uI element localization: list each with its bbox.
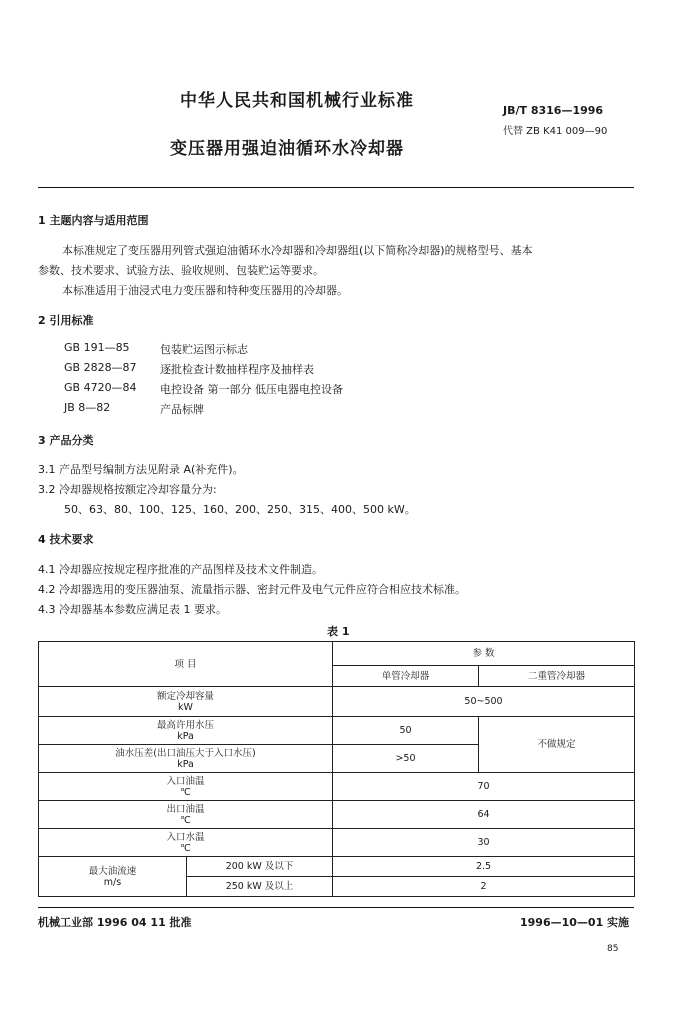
- row-outlet-oil-temp-value: 64: [333, 801, 635, 829]
- row-max-water-pressure-value: 50: [333, 717, 479, 745]
- row-outlet-oil-temp-label: [39, 801, 333, 829]
- label-text: 最大油流速: [88, 865, 137, 877]
- clause-3-1: 3.1 产品型号编制方法见附录 A(补充件)。: [38, 463, 244, 476]
- label-text: 出口油温: [166, 803, 205, 815]
- row-velocity-sub-200: 200 kW 及以下: [187, 857, 333, 877]
- header-parameters: 参 数: [333, 642, 635, 666]
- label-text: 额定冷却容量: [156, 690, 214, 702]
- label-text: 入口水温: [166, 831, 205, 843]
- section-1-paragraph-1b: 参数、技术要求、试验方法、验收规则、包装贮运等要求。: [38, 264, 324, 277]
- table-1-caption: 表 1: [327, 625, 350, 638]
- clause-4-2: 4.2 冷却器选用的变压器油泵、流量指示器、密封元件及电气元件应符合相应技术标准。: [38, 583, 466, 596]
- row-oil-water-pressure-diff-value: >50: [333, 745, 479, 773]
- unit-text: ℃: [180, 842, 191, 854]
- row-oil-water-pressure-diff-label: [39, 745, 333, 773]
- section-1-paragraph-1a: 本标准规定了变压器用列管式强迫油循环水冷却器和冷却器组(以下简称冷却器)的规格型号、基本: [62, 244, 533, 257]
- section-2-heading: 2 引用标准: [38, 314, 94, 327]
- row-max-oil-velocity-label: [39, 857, 187, 897]
- row-velocity-value-200: 2.5: [333, 857, 635, 877]
- label-text: 入口油温: [166, 775, 205, 787]
- cooler-sizes: 50、63、80、100、125、160、200、250、315、400、500 kW。: [64, 503, 416, 516]
- row-rated-capacity-value: 50~500: [333, 687, 635, 717]
- ref-name: 逐批检查计数抽样程序及抽样表: [160, 363, 314, 376]
- document-title: 变压器用强迫油循环水冷却器: [170, 139, 404, 159]
- double-tube-not-specified: 不做规定: [479, 717, 635, 773]
- unit-text: m/s: [103, 876, 122, 888]
- ref-code: JB 8—82: [64, 401, 111, 414]
- row-max-water-pressure-label: [39, 717, 333, 745]
- clause-4-1: 4.1 冷却器应按规定程序批准的产品图样及技术文件制造。: [38, 563, 323, 576]
- section-1-heading: 1 主题内容与适用范围: [38, 214, 149, 227]
- standard-code: JB/T 8316—1996: [503, 104, 604, 117]
- clause-3-2: 3.2 冷却器规格按额定冷却容量分为:: [38, 483, 217, 496]
- row-inlet-water-temp-label: [39, 829, 333, 857]
- footer-rule: [38, 907, 634, 908]
- header-item: 项 目: [39, 642, 333, 687]
- row-inlet-oil-temp-label: [39, 773, 333, 801]
- unit-text: kW: [178, 701, 193, 713]
- page-number: 85: [607, 944, 619, 954]
- ref-code: GB 4720—84: [64, 381, 137, 394]
- ref-code: GB 2828—87: [64, 361, 137, 374]
- row-velocity-sub-250: 250 kW 及以上: [187, 877, 333, 897]
- section-1-paragraph-2: 本标准适用于油浸式电力变压器和特种变压器用的冷却器。: [62, 284, 348, 297]
- label-text: 油水压差(出口油压大于入口水压): [115, 747, 256, 759]
- replaces-standard: 代替 ZB K41 009—90: [503, 126, 608, 137]
- header-double-tube: 二重管冷却器: [479, 666, 635, 687]
- clause-4-3: 4.3 冷却器基本参数应满足表 1 要求。: [38, 603, 227, 616]
- unit-text: ℃: [180, 814, 191, 826]
- table-1: [38, 641, 635, 897]
- ref-name: 包装贮运图示标志: [160, 343, 248, 356]
- unit-text: ℃: [180, 786, 191, 798]
- label-text: 最高许用水压: [156, 719, 214, 731]
- ref-name: 产品标牌: [160, 403, 204, 416]
- section-3-heading: 3 产品分类: [38, 434, 94, 447]
- unit-text: kPa: [177, 758, 194, 770]
- issuing-org: 中华人民共和国机械行业标准: [180, 91, 414, 111]
- row-rated-capacity-label: [39, 687, 333, 717]
- header-rule: [38, 187, 634, 188]
- effective-date: 1996—10—01 实施: [520, 916, 630, 929]
- header-single-tube: 单管冷却器: [333, 666, 479, 687]
- row-inlet-oil-temp-value: 70: [333, 773, 635, 801]
- approval-note: 机械工业部 1996 04 11 批准: [38, 916, 192, 929]
- unit-text: kPa: [177, 730, 194, 742]
- section-4-heading: 4 技术要求: [38, 533, 94, 546]
- ref-name: 电控设备 第一部分 低压电器电控设备: [160, 383, 343, 396]
- row-inlet-water-temp-value: 30: [333, 829, 635, 857]
- ref-code: GB 191—85: [64, 341, 130, 354]
- row-velocity-value-250: 2: [333, 877, 635, 897]
